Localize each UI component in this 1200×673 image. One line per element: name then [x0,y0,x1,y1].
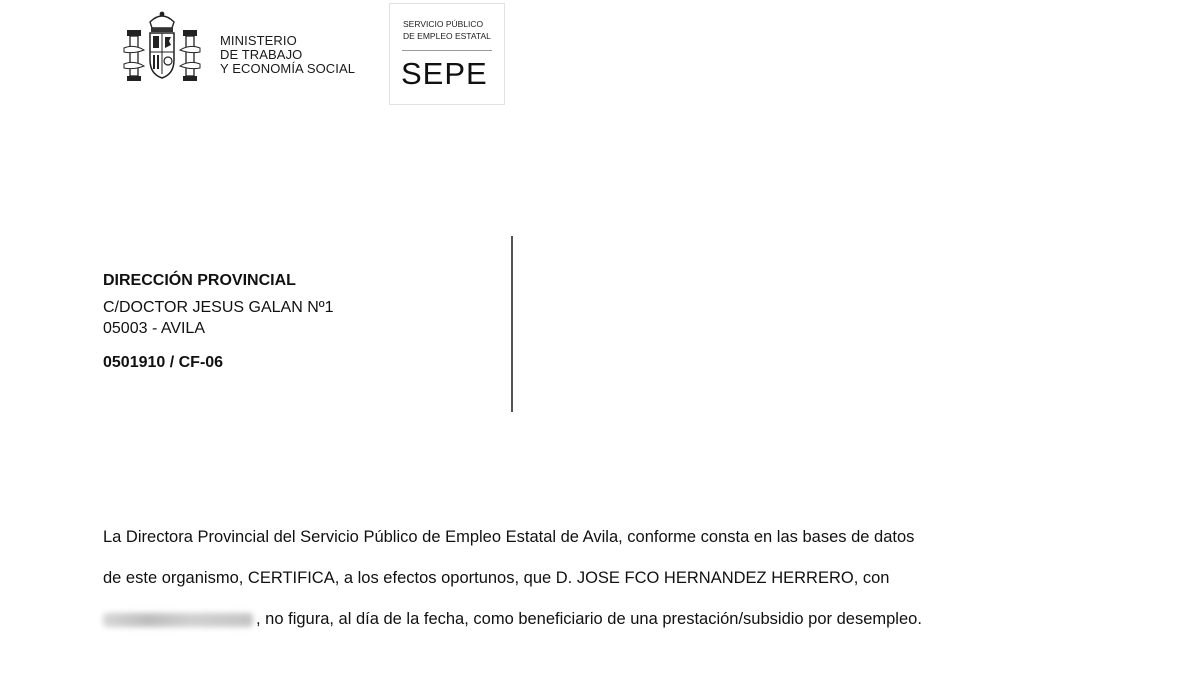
sepe-subtitle-line: DE EMPLEO ESTATAL [403,31,491,41]
sepe-divider [402,50,492,51]
ministry-line: MINISTERIO [220,33,297,48]
address-street: C/DOCTOR JESUS GALAN Nº1 [103,299,334,316]
sepe-subtitle [403,18,491,42]
certificate-line [103,607,1103,648]
address-block [103,271,333,373]
certificate-line: de este organismo, CERTIFICA, a los efectos oportunos, que D. JOSE FCO HERNANDEZ HERRERO, con [103,569,890,587]
document-reference: 0501910 / CF-06 [103,354,224,371]
certificate-line-text: , no figura, al día de la fecha, como beneficiario de una prestación/subsidio por desempleo. [256,610,922,628]
certificate-line: La Directora Provincial del Servicio Público de Empleo Estatal de Avila, conforme consta en las bases de datos [103,528,915,546]
sepe-logo [389,3,505,105]
vertical-divider [511,236,513,412]
address-heading: DIRECCIÓN PROVINCIAL [103,272,296,289]
sepe-subtitle-line: SERVICIO PÚBLICO [403,19,484,29]
redacted-id-number [103,613,253,627]
ministry-line: DE TRABAJO [220,47,303,62]
ministry-name [220,34,355,76]
spanish-coat-of-arms-icon [120,8,204,88]
ministry-line: Y ECONOMÍA SOCIAL [220,61,356,76]
sepe-acronym: SEPE [401,56,488,91]
certificate-body [103,525,1103,648]
address-city: 05003 - AVILA [103,320,205,337]
